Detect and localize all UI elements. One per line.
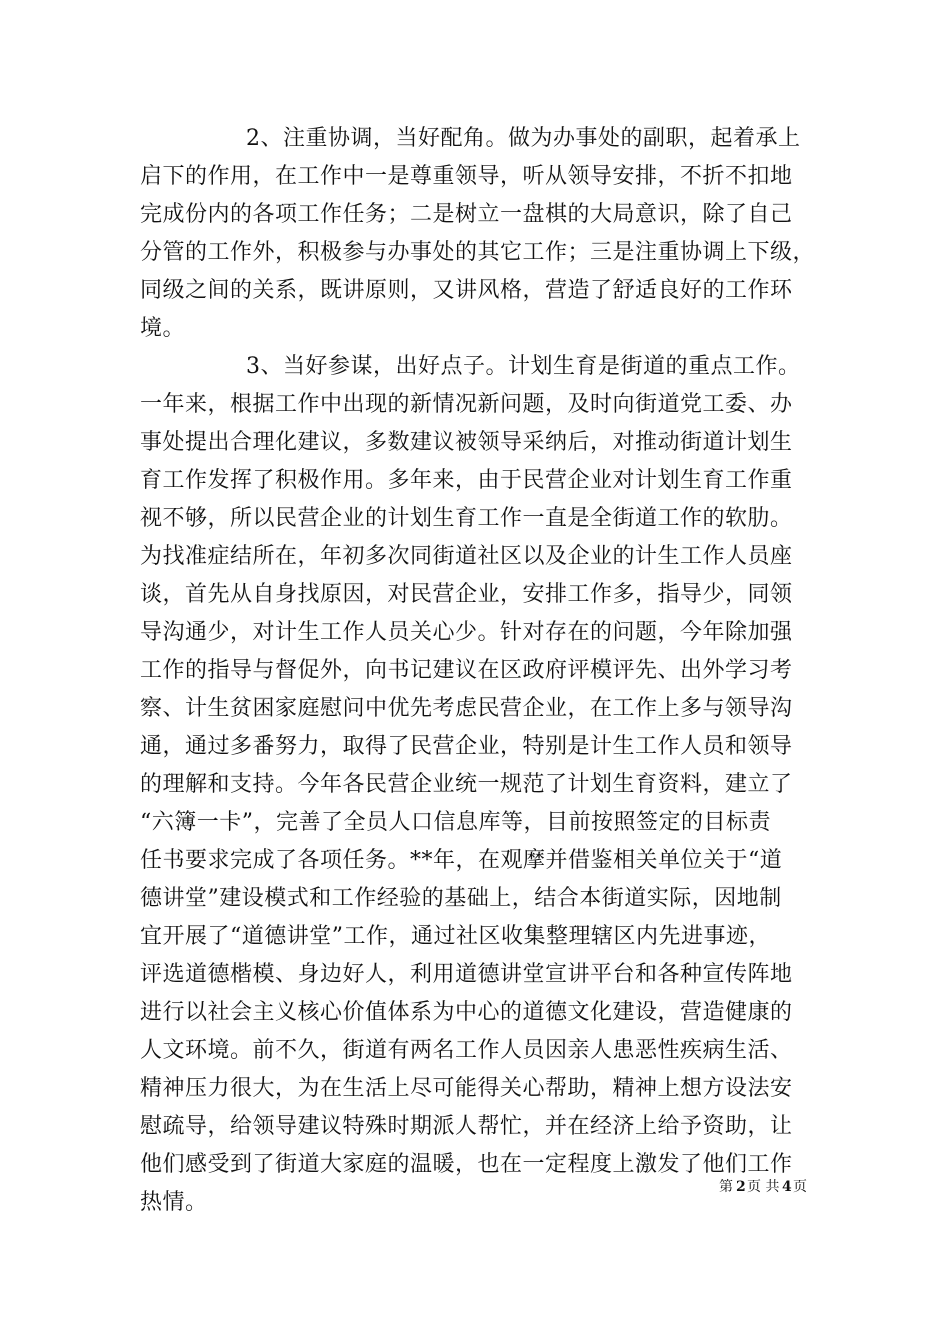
page-number-total: 4 bbox=[782, 1179, 792, 1195]
paragraph-line: 完成份内的各项工作任务；二是树立一盘棋的大局意识，除了自己 bbox=[140, 202, 793, 227]
paragraph-line: 精神压力很大，为在生活上尽可能得关心帮助，精神上想方设法安 bbox=[140, 1076, 793, 1101]
paragraph-line: 为找准症结所在，年初多次同街道社区以及企业的计生工作人员座 bbox=[140, 544, 793, 569]
paragraph-line: 工作的指导与督促外，向书记建议在区政府评模评先、出外学习考 bbox=[140, 658, 793, 683]
paragraph-line: 进行以社会主义核心价值体系为中心的道德文化建设，营造健康的 bbox=[140, 1000, 793, 1025]
page-footer bbox=[0, 1176, 950, 1198]
paragraph-line: 宜开展了“道德讲堂”工作，通过社区收集整理辖区内先进事迹， bbox=[140, 924, 771, 949]
paragraph-line: 事处提出合理化建议，多数建议被领导采纳后，对推动街道计划生 bbox=[140, 430, 793, 455]
paragraph-line: 任书要求完成了各项任务。**年，在观摩并借鉴相关单位关于“道 bbox=[140, 848, 783, 873]
page-number-label-1: 第 bbox=[719, 1179, 733, 1195]
paragraph-line: 他们感受到了街道大家庭的温暖，也在一定程度上激发了他们工作 bbox=[140, 1152, 793, 1177]
page-number-label-3: 页 bbox=[793, 1179, 807, 1195]
paragraph-line: 人文环境。前不久，街道有两名工作人员因亲人患恶性疾病生活、 bbox=[140, 1038, 793, 1063]
paragraph-line: 育工作发挥了积极作用。多年来，由于民营企业对计划生育工作重 bbox=[140, 468, 793, 493]
paragraph-line: 2、注重协调，当好配角。做为办事处的副职，起着承上 bbox=[246, 126, 801, 151]
page-number-current: 2 bbox=[736, 1179, 746, 1195]
page-number-label-2: 页 共 bbox=[747, 1179, 780, 1195]
paragraph-line: 的理解和支持。今年各民营企业统一规范了计划生育资料，建立了 bbox=[140, 772, 793, 797]
paragraph-line: 谈，首先从自身找原因，对民营企业，安排工作多，指导少，同领 bbox=[140, 582, 793, 607]
paragraph-line: 慰疏导，给领导建议特殊时期派人帮忙，并在经济上给予资助，让 bbox=[140, 1114, 793, 1139]
paragraph-line: 同级之间的关系，既讲原则，又讲风格，营造了舒适良好的工作环 bbox=[140, 278, 793, 303]
paragraph-line: 德讲堂”建设模式和工作经验的基础上，结合本街道实际，因地制 bbox=[140, 886, 782, 911]
paragraph-line: 3、当好参谋，出好点子。计划生育是街道的重点工作。 bbox=[246, 354, 801, 379]
paragraph-line: 通，通过多番努力，取得了民营企业，特别是计生工作人员和领导 bbox=[140, 734, 793, 759]
paragraph-line: “六簿一卡”，完善了全员人口信息库等，目前按照签定的目标责 bbox=[140, 810, 771, 835]
paragraph-line: 导沟通少，对计生工作人员关心少。针对存在的问题，今年除加强 bbox=[140, 620, 793, 645]
paragraph-line: 启下的作用，在工作中一是尊重领导，听从领导安排，不折不扣地 bbox=[140, 164, 793, 189]
paragraph-line: 热情。 bbox=[140, 1190, 208, 1215]
paragraph-line: 视不够，所以民营企业的计划生育工作一直是全街道工作的软肋。 bbox=[140, 506, 793, 531]
document-body bbox=[140, 120, 830, 1222]
paragraph-line: 分管的工作外，积极参与办事处的其它工作；三是注重协调上下级， bbox=[140, 240, 816, 265]
paragraph-line: 境。 bbox=[140, 316, 186, 341]
paragraph-line: 察、计生贫困家庭慰问中优先考虑民营企业，在工作上多与领导沟 bbox=[140, 696, 793, 721]
paragraph-line: 评选道德楷模、身边好人，利用道德讲堂宣讲平台和各种宣传阵地 bbox=[140, 962, 793, 987]
paragraph-line: 一年来，根据工作中出现的新情况新问题，及时向街道党工委、办 bbox=[140, 392, 793, 417]
